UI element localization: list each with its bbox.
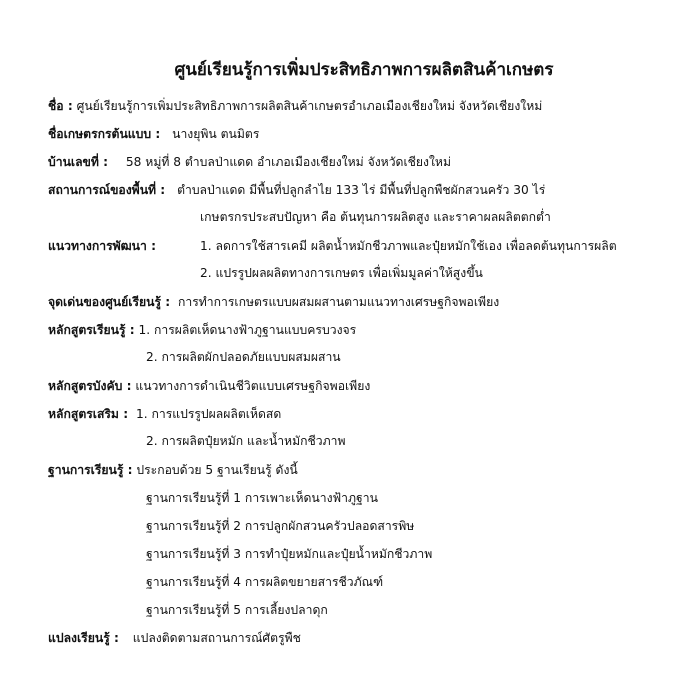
plot-value: แปลงติดตามสถานการณ์ศัตรูพืช (132, 631, 301, 645)
curriculum-label: หลักสูตรเรียนรู้ : (48, 323, 135, 337)
highlight-label: จุดเด่นของศูนย์เรียนรู้ : (48, 295, 171, 309)
stations-label: ฐานการเรียนรู้ : (48, 463, 133, 477)
station-item-1: ฐานการเรียนรู้ที่ 1 การเพาะเห็ดนางฟ้าภูฐาน (146, 491, 378, 505)
stations-intro: ประกอบด้วย 5 ฐานเรียนรู้ ดังนี้ (136, 463, 298, 477)
address-value: 58 หมู่ที่ 8 ตำบลป่าแดด อำเภอเมืองเชียงใหม่ จังหวัดเชียงใหม่ (125, 155, 451, 169)
situation-line-2: เกษตรกรประสบปัญหา คือ ต้นทุนการผลิตสูง และราคาผลผลิตตกต่ำ (200, 210, 551, 224)
plot-label: แปลงเรียนรู้ : (48, 631, 119, 645)
highlight-row (48, 294, 499, 310)
station-item-3: ฐานการเรียนรู้ที่ 3 การทำปุ๋ยหมักและปุ๋ยน้ำหมักชีวภาพ (146, 547, 433, 561)
supplementary-line-1: 1. การแปรรูปผลผลิตเห็ดสด (135, 407, 282, 421)
situation-row (48, 182, 545, 198)
development-label: แนวทางการพัฒนา : (48, 239, 156, 253)
name-row (48, 98, 542, 114)
station-item-4: ฐานการเรียนรู้ที่ 4 การผลิตขยายสารชีวภัณฑ์ (146, 575, 384, 589)
station-item-2: ฐานการเรียนรู้ที่ 2 การปลูกผักสวนครัวปลอดสารพิษ (146, 519, 415, 533)
address-row (48, 154, 451, 170)
compulsory-label: หลักสูตรบังคับ : (48, 379, 132, 393)
address-label: บ้านเลขที่ : (48, 155, 109, 169)
curriculum-line-1: 1. การผลิตเห็ดนางฟ้าภูฐานแบบครบวงจร (138, 323, 357, 337)
situation-line-1: ตำบลป่าแดด มีพื้นที่ปลูกลำไย 133 ไร่ มีพื้นที่ปลูกพืชผักสวนครัว 30 ไร่ (177, 183, 546, 197)
compulsory-row (48, 378, 370, 394)
curriculum-line-2: 2. การผลิตผักปลอดภัยแบบผสมผสาน (146, 350, 341, 364)
model-farmer-row (48, 126, 259, 142)
compulsory-value: แนวทางการดำเนินชีวิตแบบเศรษฐกิจพอเพียง (135, 379, 371, 393)
model-farmer-value: นางยุพิน ตนมิตร (172, 127, 260, 141)
highlight-value: การทำการเกษตรแบบผสมผสานตามแนวทางเศรษฐกิจพอเพียง (178, 295, 500, 309)
name-value: ศูนย์เรียนรู้การเพิ่มประสิทธิภาพการผลิตสินค้าเกษตรอำเภอเมืองเชียงใหม่ จังหวัดเชียงใหม่ (76, 99, 543, 113)
model-farmer-label: ชื่อเกษตรกรต้นแบบ : (48, 127, 161, 141)
name-label: ชื่อ : (48, 99, 73, 113)
page-title: ศูนย์เรียนรู้การเพิ่มประสิทธิภาพการผลิตสินค้าเกษตร (174, 60, 554, 80)
stations-row (48, 462, 298, 478)
development-row (48, 238, 156, 254)
supplementary-row (48, 406, 281, 422)
supplementary-line-2: 2. การผลิตปุ๋ยหมัก และน้ำหมักชีวภาพ (146, 434, 346, 448)
development-line-2: 2. แปรรูปผลผลิตทางการเกษตร เพื่อเพิ่มมูลค่าให้สูงขึ้น (200, 266, 483, 280)
situation-label: สถานการณ์ของพื้นที่ : (48, 183, 166, 197)
station-item-5: ฐานการเรียนรู้ที่ 5 การเลี้ยงปลาดุก (146, 603, 328, 617)
plot-row (48, 630, 301, 646)
development-line-1: 1. ลดการใช้สารเคมี ผลิตน้ำหมักชีวภาพและปุ๋ยหมักใช้เอง เพื่อลดต้นทุนการผลิต (200, 239, 617, 253)
curriculum-row (48, 322, 356, 338)
supplementary-label: หลักสูตรเสริม : (48, 407, 129, 421)
